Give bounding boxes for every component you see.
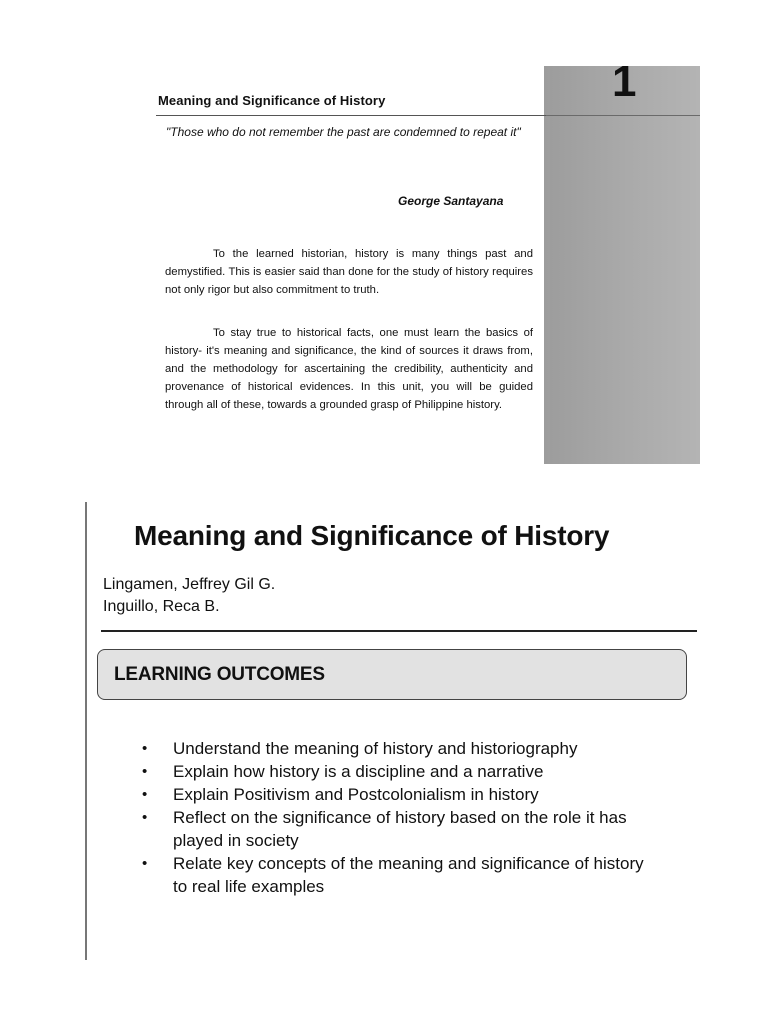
list-item — [140, 806, 660, 852]
bullet-icon: • — [142, 855, 148, 872]
outcome-text: Explain how history is a discipline and a narrative — [173, 762, 544, 781]
lesson-title: Meaning and Significance of History — [134, 520, 610, 551]
intro-paragraph-1: To the learned historian, history is many things past and demystified. This is easier said than done for the study of history requires not only rigor but also commitment to truth. — [165, 248, 533, 296]
page-margin-line — [85, 502, 87, 960]
bullet-icon: • — [142, 809, 148, 826]
epigraph-quote: "Those who do not remember the past are condemned to repeat it" — [166, 125, 521, 139]
author-name: Inguillo, Reca B. — [103, 598, 220, 615]
list-item — [140, 737, 660, 760]
unit-intro-page — [0, 0, 768, 480]
list-item — [140, 852, 660, 898]
lesson-divider — [101, 630, 697, 632]
learning-outcomes-banner — [97, 649, 687, 700]
learning-outcomes-heading: LEARNING OUTCOMES — [114, 664, 325, 685]
list-item — [140, 760, 660, 783]
bullet-icon: • — [142, 786, 148, 803]
learning-outcomes-list — [140, 737, 660, 898]
bullet-icon: • — [142, 740, 148, 757]
outcome-text: Explain Positivism and Postcolonialism in history — [173, 785, 539, 804]
author-name: Lingamen, Jeffrey Gil G. — [103, 576, 276, 593]
epigraph-author: George Santayana — [398, 194, 504, 208]
sidebar-divider — [544, 115, 700, 116]
unit-sidebar-band — [544, 66, 700, 464]
intro-paragraph-2: To stay true to historical facts, one must learn the basics of history- it's meaning and significance, the kind of sources it draws from, and the methodology for ascertaining the credibility, authenticity and provenance of historical evidences. In this unit, you will be guided through all of these, towards a grounded grasp of Philippine history. — [165, 327, 533, 411]
outcome-text: Relate key concepts of the meaning and significance of history to real life examples — [173, 854, 644, 896]
list-item — [140, 783, 660, 806]
bullet-icon: • — [142, 763, 148, 780]
title-divider — [156, 115, 546, 116]
unit-number: 1 — [612, 57, 637, 106]
unit-title: Meaning and Significance of History — [158, 93, 386, 108]
outcome-text: Understand the meaning of history and historiography — [173, 739, 578, 758]
outcome-text: Reflect on the significance of history based on the role it has played in society — [173, 808, 627, 850]
